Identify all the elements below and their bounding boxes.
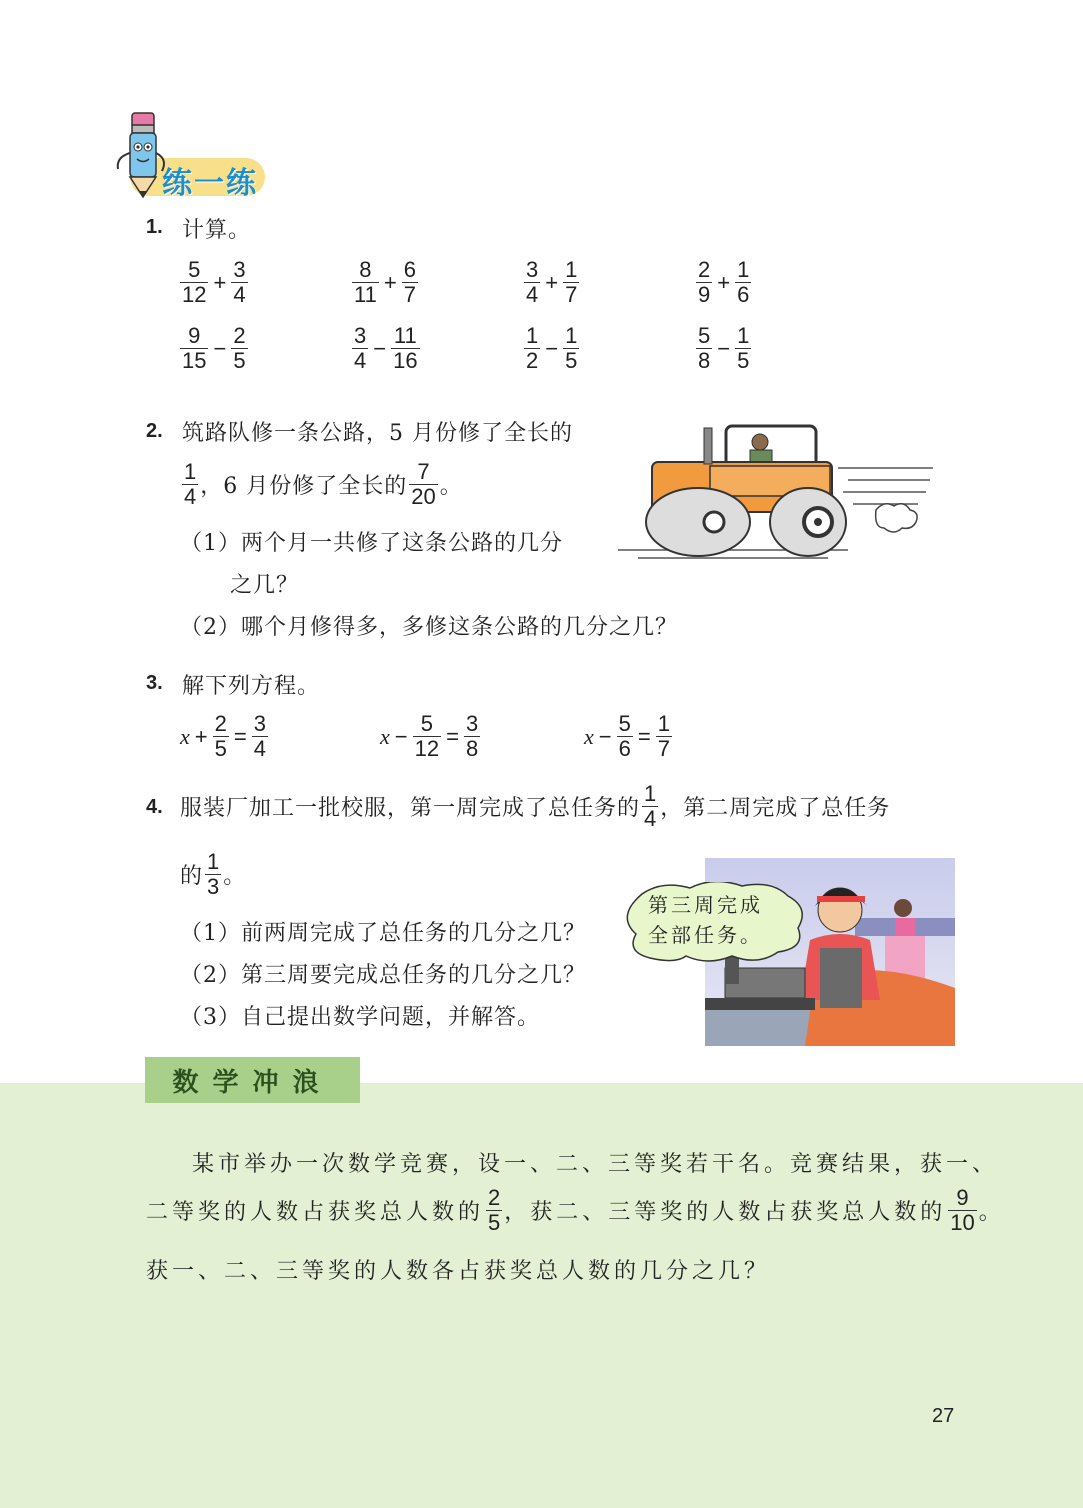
fraction: $\frac{11}{16}$ <box>393 323 418 373</box>
pencil-mascot-icon <box>110 105 170 200</box>
fraction: $\frac{1}{5}$ <box>737 323 750 373</box>
section-title: 练一练 <box>162 166 258 201</box>
operator: − <box>373 335 387 361</box>
fraction: $\frac{3}{4}$ <box>526 257 539 307</box>
fraction-expression <box>178 324 250 373</box>
operator: − <box>394 723 408 749</box>
fraction: $\frac{2}{5}$ <box>488 1185 501 1235</box>
road-roller-illustration <box>608 418 938 568</box>
problem-number: 3. <box>146 672 163 694</box>
problem-text: 筑路队修一条公路，5 月份修了全长的 <box>182 421 573 446</box>
fraction: $\frac{1}{4}$ <box>184 459 197 509</box>
equation <box>380 712 482 761</box>
fraction: $\frac{8}{11}$ <box>354 257 377 307</box>
fraction: $\frac{5}{6}$ <box>618 711 631 761</box>
fraction-expression <box>522 324 581 373</box>
operator: + <box>545 269 559 295</box>
problem-title: 计算。 <box>182 218 252 243</box>
variable: x <box>380 723 390 749</box>
fraction-expression <box>350 258 420 307</box>
fraction: $\frac{1}{2}$ <box>526 323 539 373</box>
fraction: $\frac{5}{8}$ <box>698 323 711 373</box>
sub-question: （1）两个月一共修了这条公路的几分 <box>180 531 563 556</box>
operator: − <box>598 723 612 749</box>
fraction: $\frac{9}{15}$ <box>182 323 207 373</box>
operator: + <box>194 723 208 749</box>
operator: − <box>545 335 559 361</box>
sub-question-continued: 之几？ <box>230 573 300 598</box>
surfing-text-line: 二等奖的人数占获奖总人数的 $\frac{2}{5}$ ，获二、三等奖的人数占获奖总人数的 $\frac{9}{10}$ 。 <box>146 1185 1002 1235</box>
equals-sign: = <box>233 723 247 749</box>
fraction: $\frac{2}{5}$ <box>233 323 246 373</box>
fraction: $\frac{5}{12}$ <box>182 257 207 307</box>
fraction: $\frac{1}{3}$ <box>207 849 220 899</box>
problem-number: 4. <box>146 796 163 818</box>
operator: + <box>717 269 731 295</box>
fraction: $\frac{7}{20}$ <box>411 459 436 509</box>
fraction: $\frac{2}{9}$ <box>698 257 711 307</box>
fraction: $\frac{3}{4}$ <box>253 711 266 761</box>
equation <box>180 712 270 761</box>
problem-title: 解下列方程。 <box>182 674 321 699</box>
fraction: $\frac{3}{4}$ <box>354 323 367 373</box>
fraction: $\frac{1}{7}$ <box>565 257 578 307</box>
sub-question: （2）第三周要完成总任务的几分之几？ <box>180 963 586 988</box>
surfing-text: 获一、二、三等奖的人数各占获奖总人数的几分之几？ <box>146 1259 771 1284</box>
fraction: $\frac{9}{10}$ <box>950 1185 975 1235</box>
fraction-expression <box>694 258 753 307</box>
equation <box>584 712 674 761</box>
problem-number: 2. <box>146 420 163 442</box>
math-surfing-tab: 数学冲浪 <box>145 1057 360 1103</box>
problem-text-line: 的 $\frac{1}{3}$ 。 <box>180 849 247 899</box>
fraction: $\frac{5}{12}$ <box>414 711 440 761</box>
fraction: $\frac{3}{4}$ <box>233 257 246 307</box>
fraction-expression <box>522 258 581 307</box>
variable: x <box>180 723 190 749</box>
operator: + <box>213 269 227 295</box>
fraction: $\frac{1}{5}$ <box>565 323 578 373</box>
fraction-expression <box>350 324 422 373</box>
fraction-expression <box>178 258 250 307</box>
fraction: $\frac{1}{6}$ <box>737 257 750 307</box>
problem-text-line: 服装厂加工一批校服，第一周完成了总任务的 $\frac{1}{4}$ ，第二周完成了总任务 <box>180 781 891 831</box>
equals-sign: = <box>446 723 459 749</box>
fraction: $\frac{2}{5}$ <box>214 711 227 761</box>
fraction: $\frac{3}{8}$ <box>465 711 479 761</box>
fraction-expression <box>694 324 753 373</box>
operator: − <box>213 335 227 361</box>
problem-number: 1. <box>146 216 163 238</box>
speech-bubble-text: 第三周完成 全部任务。 <box>648 893 763 947</box>
fraction: $\frac{6}{7}$ <box>403 257 416 307</box>
operator: + <box>383 269 397 295</box>
sub-question: （1）前两周完成了总任务的几分之几？ <box>180 921 586 946</box>
equals-sign: = <box>637 723 651 749</box>
variable: x <box>584 723 594 749</box>
problem-text-line: $\frac{1}{4}$ ，6 月份修了全长的 $\frac{7}{20}$ 。 <box>184 459 463 509</box>
fraction: $\frac{1}{4}$ <box>644 781 657 831</box>
operator: − <box>717 335 731 361</box>
sub-question: （3）自己提出数学问题，并解答。 <box>180 1005 540 1030</box>
page-number: 27 <box>932 1405 955 1427</box>
sub-question: （2）哪个月修得多，多修这条公路的几分之几？ <box>180 615 678 640</box>
surfing-text: 某市举办一次数学竞赛，设一、二、三等奖若干名。竞赛结果，获一、 <box>192 1152 999 1177</box>
fraction: $\frac{1}{7}$ <box>657 711 670 761</box>
